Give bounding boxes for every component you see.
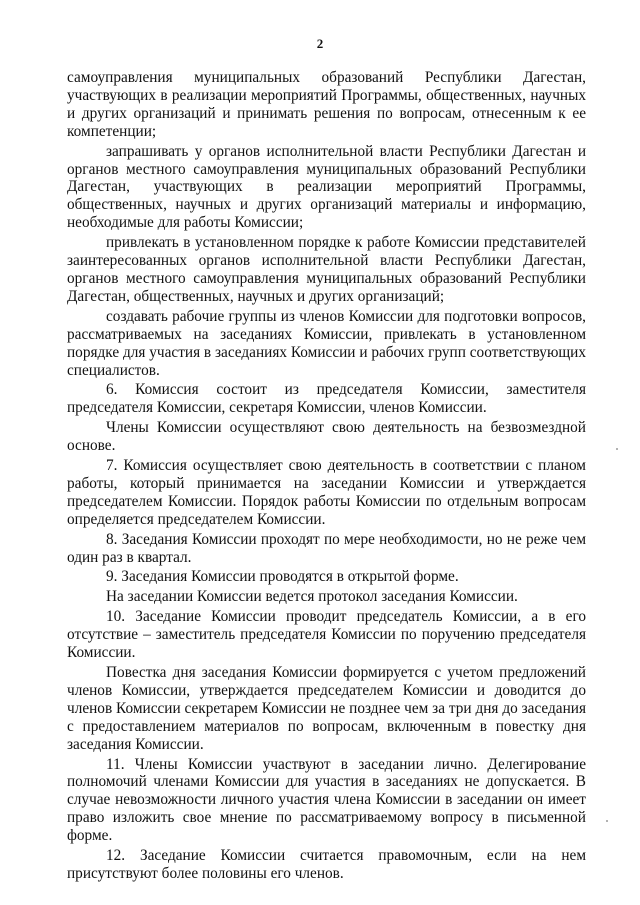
paragraph-protocol: На заседании Комиссии ведется протокол заседания Комиссии.: [106, 588, 518, 606]
paragraph-members-free: Члены Комиссии осуществляют свою деятельность на безвозмездной основе.: [67, 419, 586, 455]
paragraph-continuation: самоуправления муниципальных образований Республики Дагестан, участвующих в реализации мероприятий Программы, общественных, научных и других организаций и принимать решения по вопросам, отнесенным к ее компетенции;: [67, 69, 586, 140]
paragraph-item-9: 9. Заседания Комиссии проводятся в открытой форме.: [106, 568, 459, 586]
paragraph-working-groups: создавать рабочие группы из членов Комиссии для подготовки вопросов, рассматриваемых на заседаниях Комиссии, привлекать в установленном порядке для участия в заседаниях Комиссии и рабочих групп соответствующих специалистов.: [67, 307, 586, 379]
paragraph-agenda: Повестка дня заседания Комиссии формируется с учетом предложений членов Комиссии, утверждается председателем Комиссии и доводится до членов Комиссии секретарем Комиссии не позднее чем за три дня до заседания с предоставлением материалов по вопросам, включенным в повестку дня заседания Комиссии.: [67, 664, 586, 753]
paragraph-item-10: 10. Заседание Комиссии проводит председатель Комиссии, а в его отсутствие – заместитель председателя Комиссии по поручению председателя Комиссии.: [67, 608, 586, 662]
paragraph-item-11: 11. Члены Комиссии участвуют в заседании лично. Делегирование полномочий членами Комиссии для участия в заседаниях не допускается. В случае невозможности личного участия члена Комиссии в заседании он имеет право изложить свое мнение по рассматриваемому вопросу в письменной форме.: [67, 755, 586, 845]
page-number: 2: [316, 36, 324, 51]
document-body: [67, 69, 586, 883]
paragraph-request-materials: запрашивать у органов исполнительной власти Республики Дагестан и органов местного самоуправления муниципальных образований Республики Дагестан, участвующих в реализации мероприятий Программы, общественных, научных и других организаций материалы и информацию, необходимые для работы Комиссии;: [67, 142, 586, 232]
paragraph-item-6: 6. Комиссия состоит из председателя Комиссии, заместителя председателя Комиссии, секретаря Комиссии, членов Комиссии.: [67, 381, 586, 417]
paragraph-item-8: 8. Заседания Комиссии проходят по мере необходимости, но не реже чем один раз в квартал.: [67, 530, 586, 566]
paragraph-item-7: 7. Комиссия осуществляет свою деятельность в соответствии с планом работы, который принимается на заседании Комиссии и утверждается председателем Комиссии. Порядок работы Комиссии по отдельным вопросам определяется председателем Комиссии.: [67, 457, 586, 528]
paragraph-involve-representatives: привлекать в установленном порядке к работе Комиссии представителей заинтересованных органов исполнительной власти Республики Дагестан, органов местного самоуправления муниципальных образований Республики Дагестан, общественных, научных и других организаций;: [67, 234, 586, 305]
paragraph-item-12: 12. Заседание Комиссии считается правомочным, если на нем присутствуют более половины его членов.: [67, 847, 586, 882]
scan-artifact-dot: [606, 820, 608, 822]
scan-artifact-dot: [616, 448, 618, 450]
